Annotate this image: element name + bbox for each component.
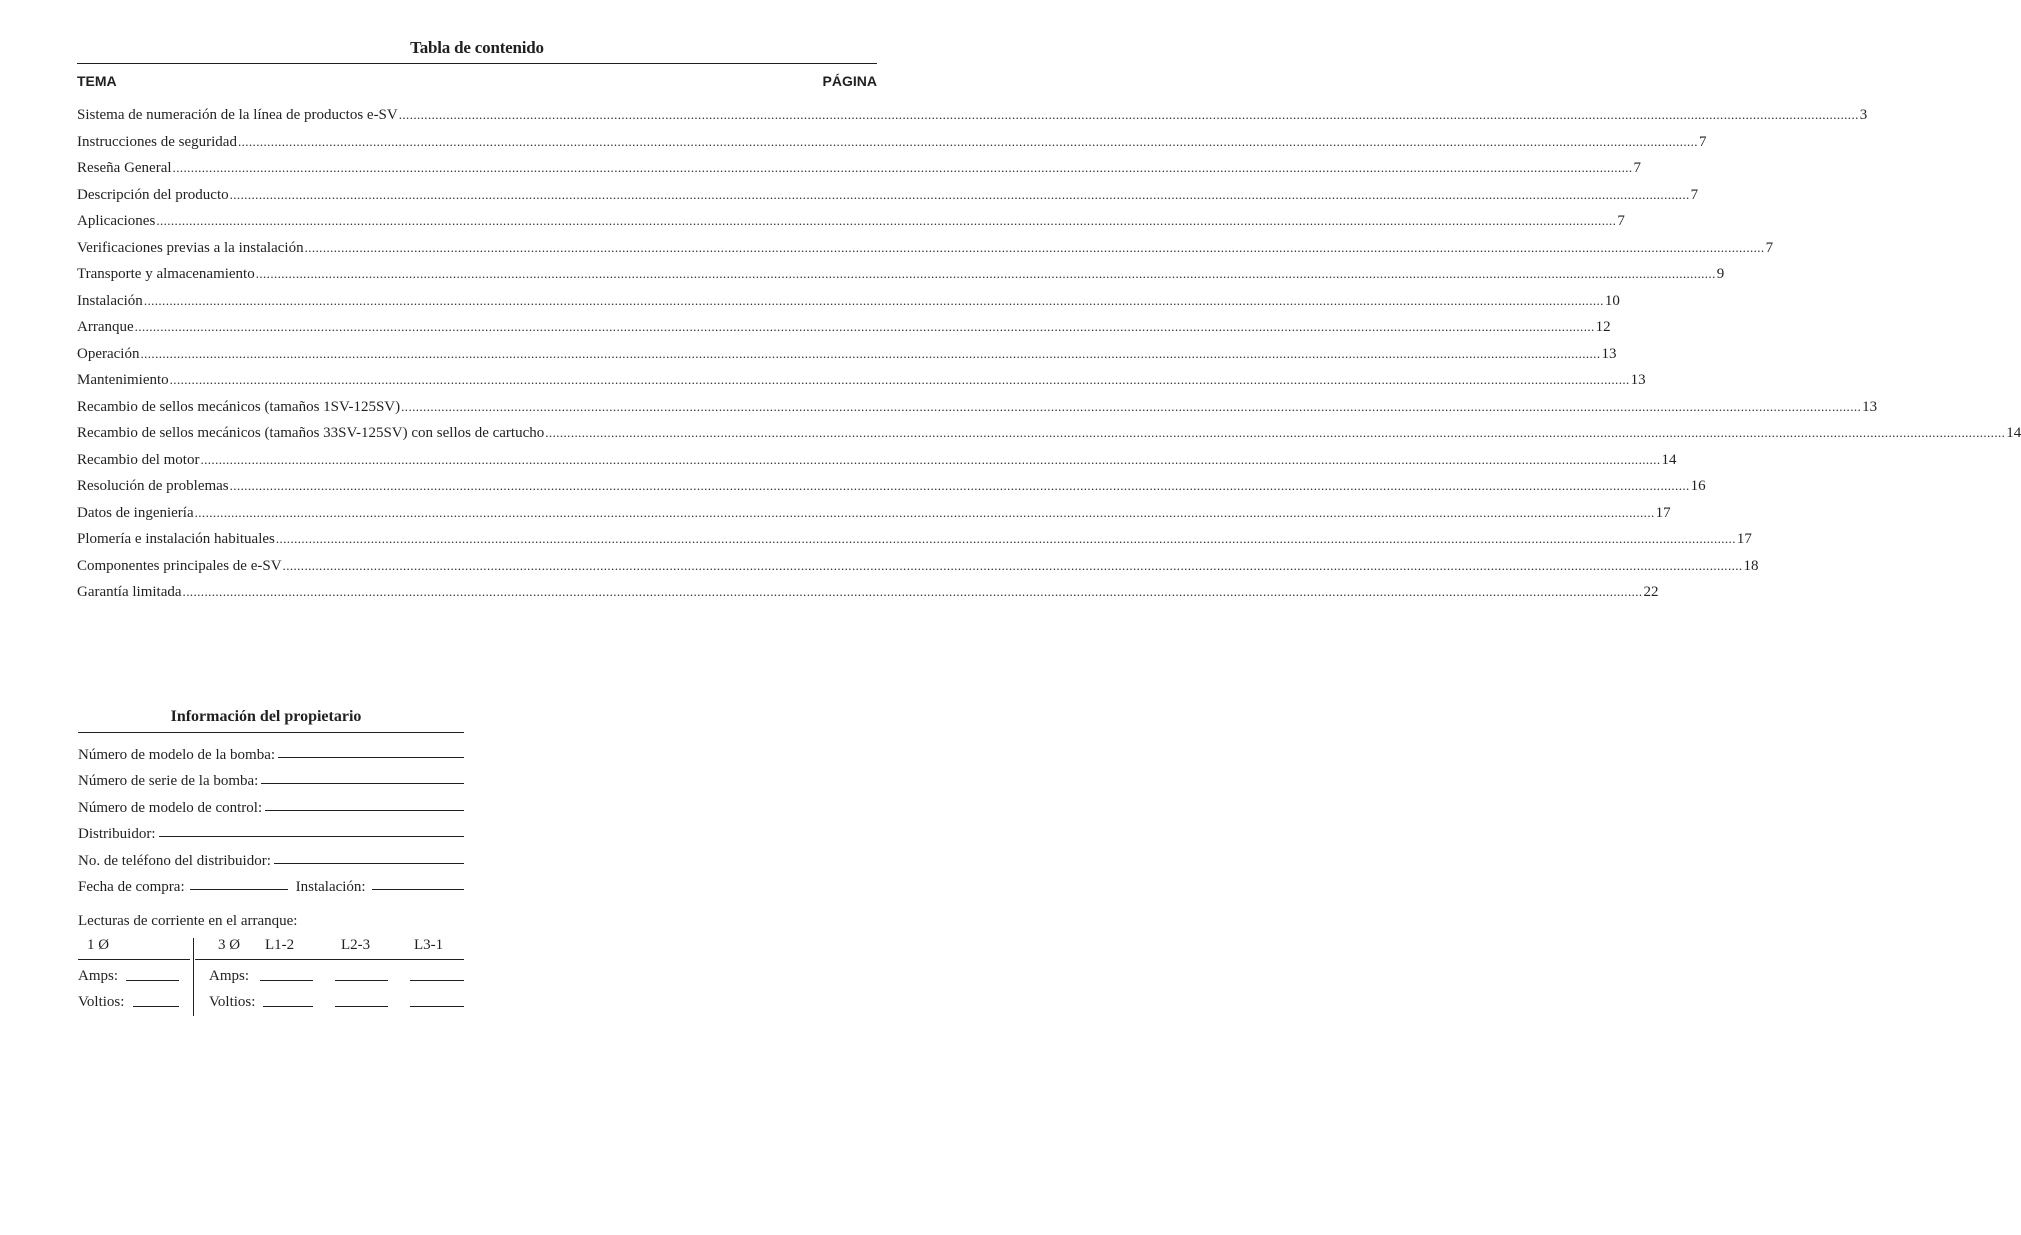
toc-entry[interactable]: [77, 553, 1759, 580]
toc-list: [77, 102, 2021, 606]
toc-entry-page: 12: [1595, 319, 1611, 335]
distributor-row: [78, 817, 464, 844]
toc-entry[interactable]: [77, 394, 1878, 421]
toc-entry-topic: Aplicaciones: [77, 213, 156, 229]
toc-dot-leader: ................................................................................................................................................................................................................................................................................................................................................................................................................: [200, 451, 1661, 467]
toc-entry-page: 14: [1661, 451, 1677, 468]
toc-entry-page: 7: [1765, 239, 1774, 256]
distributor-field[interactable]: [159, 822, 465, 837]
toc-entry-page: 14: [2006, 425, 2021, 441]
volts-single-field[interactable]: [133, 1005, 179, 1007]
toc-entry[interactable]: [77, 261, 1725, 288]
distributor-label: Distribuidor:: [78, 826, 156, 842]
owner-info-title: Información del propietario: [170, 708, 362, 725]
control-model-row: [78, 790, 464, 817]
toc-topic-header: TEMA: [77, 73, 117, 89]
toc-dot-leader: ................................................................................................................................................................................................................................................................................................................................................................................................................: [172, 160, 1633, 175]
toc-dot-leader: ................................................................................................................................................................................................................................................................................................................................................................................................................: [134, 319, 1595, 334]
l12-label: L1-2: [265, 937, 295, 953]
toc-dot-leader: ................................................................................................................................................................................................................................................................................................................................................................................................................: [182, 584, 1643, 599]
toc-entry[interactable]: [77, 235, 1774, 262]
volts-l12-field[interactable]: [263, 1005, 313, 1007]
toc-dot-leader: ................................................................................................................................................................................................................................................................................................................................................................................................................: [282, 557, 1743, 573]
toc-dot-leader: ................................................................................................................................................................................................................................................................................................................................................................................................................: [140, 345, 1601, 361]
volts-l23-field[interactable]: [335, 1005, 388, 1007]
toc-entry-topic: Instrucciones de seguridad: [77, 133, 237, 150]
l31-label: L3-1: [414, 937, 444, 953]
toc-entry-page: 18: [1743, 557, 1759, 574]
toc-entry-topic: Arranque: [77, 319, 134, 335]
toc-title-divider: [77, 63, 877, 64]
toc-entry-page: 13: [1630, 372, 1646, 388]
toc-entry-page: 22: [1643, 584, 1659, 600]
purchase-date-field[interactable]: [190, 875, 288, 890]
toc-entry[interactable]: [77, 341, 1617, 368]
toc-dot-leader: ................................................................................................................................................................................................................................................................................................................................................................................................................: [143, 292, 1604, 308]
distributor-phone-field[interactable]: [274, 849, 464, 864]
toc-entry-topic: Sistema de numeración de la línea de productos e-SV: [77, 107, 398, 123]
toc-entry-page: 7: [1633, 160, 1642, 176]
purchase-install-row: [78, 870, 464, 897]
toc-column-header: [77, 73, 877, 89]
pump-serial-field[interactable]: [261, 769, 464, 784]
toc-entry[interactable]: [77, 420, 2021, 447]
toc-entry-topic: Datos de ingeniería: [77, 504, 194, 521]
amps-single-field[interactable]: [126, 979, 179, 981]
installation-field[interactable]: [372, 875, 464, 890]
toc-page-header: PÁGINA: [822, 73, 877, 89]
toc-entry[interactable]: [77, 288, 1620, 315]
toc-title: Tabla de contenido: [410, 38, 544, 57]
toc-entry-page: 13: [1601, 345, 1617, 362]
toc-entry-topic: Recambio de sellos mecánicos (tamaños 1SV-125SV): [77, 398, 401, 415]
amps-label-single: Amps:: [78, 968, 119, 984]
toc-dot-leader: ................................................................................................................................................................................................................................................................................................................................................................................................................: [169, 372, 1630, 387]
toc-dot-leader: ................................................................................................................................................................................................................................................................................................................................................................................................................: [229, 186, 1690, 202]
distributor-phone-label: No. de teléfono del distribuidor:: [78, 852, 271, 869]
toc-entry-page: 10: [1604, 292, 1620, 309]
toc-entry[interactable]: [77, 500, 1671, 527]
toc-entry-topic: Resolución de problemas: [77, 478, 229, 494]
amps-l31-field[interactable]: [410, 979, 464, 981]
toc-entry-topic: Recambio del motor: [77, 451, 200, 468]
volts-label-three: Voltios:: [209, 994, 256, 1010]
amps-l12-field[interactable]: [260, 979, 313, 981]
toc-entry[interactable]: [77, 182, 1699, 209]
control-model-label: Número de modelo de control:: [78, 799, 263, 816]
toc-dot-leader: ................................................................................................................................................................................................................................................................................................................................................................................................................: [304, 239, 1765, 255]
toc-entry-page: 17: [1736, 531, 1752, 547]
toc-entry-topic: Transporte y almacenamiento: [77, 266, 255, 282]
toc-entry-page: 17: [1655, 504, 1671, 521]
toc-entry-topic: Operación: [77, 345, 140, 362]
toc-entry-page: 3: [1859, 107, 1868, 123]
toc-entry-topic: Instalación: [77, 292, 143, 309]
toc-entry[interactable]: [77, 208, 1625, 235]
readings-header-rule-right: [195, 959, 464, 960]
toc-entry-page: 13: [1862, 398, 1878, 415]
toc-dot-leader: ................................................................................................................................................................................................................................................................................................................................................................................................................: [237, 133, 1698, 149]
toc-dot-leader: ................................................................................................................................................................................................................................................................................................................................................................................................................: [194, 504, 1655, 520]
toc-entry-page: 9: [1716, 266, 1725, 282]
owner-info-form: [78, 708, 464, 896]
toc-entry[interactable]: [77, 447, 1677, 474]
amps-row: [78, 962, 464, 988]
purchase-date-label: Fecha de compra:: [78, 879, 185, 895]
toc-entry-topic: Descripción del producto: [77, 186, 229, 203]
toc-entry[interactable]: [77, 579, 1659, 606]
amps-l23-field[interactable]: [335, 979, 388, 981]
readings-header: [78, 934, 464, 958]
toc-dot-leader: ................................................................................................................................................................................................................................................................................................................................................................................................................: [255, 266, 1716, 281]
toc-entry[interactable]: [77, 129, 1707, 156]
l23-label: L2-3: [341, 937, 371, 953]
readings-header-rule-left: [78, 959, 190, 960]
toc-entry[interactable]: [77, 155, 1642, 182]
volts-label-single: Voltios:: [78, 994, 125, 1010]
toc-entry-page: 16: [1690, 478, 1706, 494]
pump-model-row: [78, 737, 464, 764]
toc-entry-topic: Recambio de sellos mecánicos (tamaños 33SV-125SV) con sellos de cartucho: [77, 425, 545, 441]
toc-entry-topic: Garantía limitada: [77, 584, 182, 600]
toc-entry[interactable]: [77, 473, 1706, 500]
pump-model-field[interactable]: [278, 743, 464, 758]
toc-entry-topic: Mantenimiento: [77, 372, 169, 388]
toc-entry-topic: Plomería e instalación habituales: [77, 531, 275, 547]
readings-label: Lecturas de corriente en el arranque:: [78, 913, 298, 929]
pump-serial-label: Número de serie de la bomba:: [78, 773, 259, 789]
toc-entry-page: 7: [1617, 213, 1625, 229]
volts-l31-field[interactable]: [410, 1005, 464, 1007]
toc-dot-leader: ................................................................................................................................................................................................................................................................................................................................................................................................................: [545, 425, 2006, 440]
toc-dot-leader: ................................................................................................................................................................................................................................................................................................................................................................................................................: [275, 531, 1736, 546]
toc-entry-topic: Componentes principales de e-SV: [77, 557, 282, 574]
installation-label: Instalación:: [295, 879, 366, 895]
owner-info-divider: [78, 732, 464, 733]
distributor-phone-row: [78, 843, 464, 870]
toc-entry-topic: Verificaciones previas a la instalación: [77, 239, 304, 256]
toc-entry[interactable]: [77, 367, 1646, 394]
toc-entry-page: 7: [1698, 133, 1707, 150]
toc-entry-page: 7: [1690, 186, 1699, 203]
toc-dot-leader: ................................................................................................................................................................................................................................................................................................................................................................................................................: [398, 107, 1859, 122]
toc-dot-leader: ................................................................................................................................................................................................................................................................................................................................................................................................................: [401, 398, 1862, 414]
toc-entry-topic: Reseña General: [77, 160, 172, 176]
pump-model-label: Número de modelo de la bomba:: [78, 746, 276, 763]
startup-current-readings: [78, 908, 464, 1014]
amps-label-three: Amps:: [209, 968, 250, 984]
toc-entry[interactable]: [77, 314, 1611, 341]
toc-entry[interactable]: [77, 102, 1868, 129]
single-phase-label: 1 Ø: [87, 937, 110, 953]
volts-row: [78, 988, 464, 1014]
toc-entry[interactable]: [77, 526, 1752, 553]
three-phase-label: 3 Ø: [218, 937, 241, 953]
toc-dot-leader: ................................................................................................................................................................................................................................................................................................................................................................................................................: [156, 213, 1617, 228]
pump-serial-row: [78, 764, 464, 791]
control-model-field[interactable]: [265, 796, 464, 811]
toc-dot-leader: ................................................................................................................................................................................................................................................................................................................................................................................................................: [229, 478, 1690, 493]
